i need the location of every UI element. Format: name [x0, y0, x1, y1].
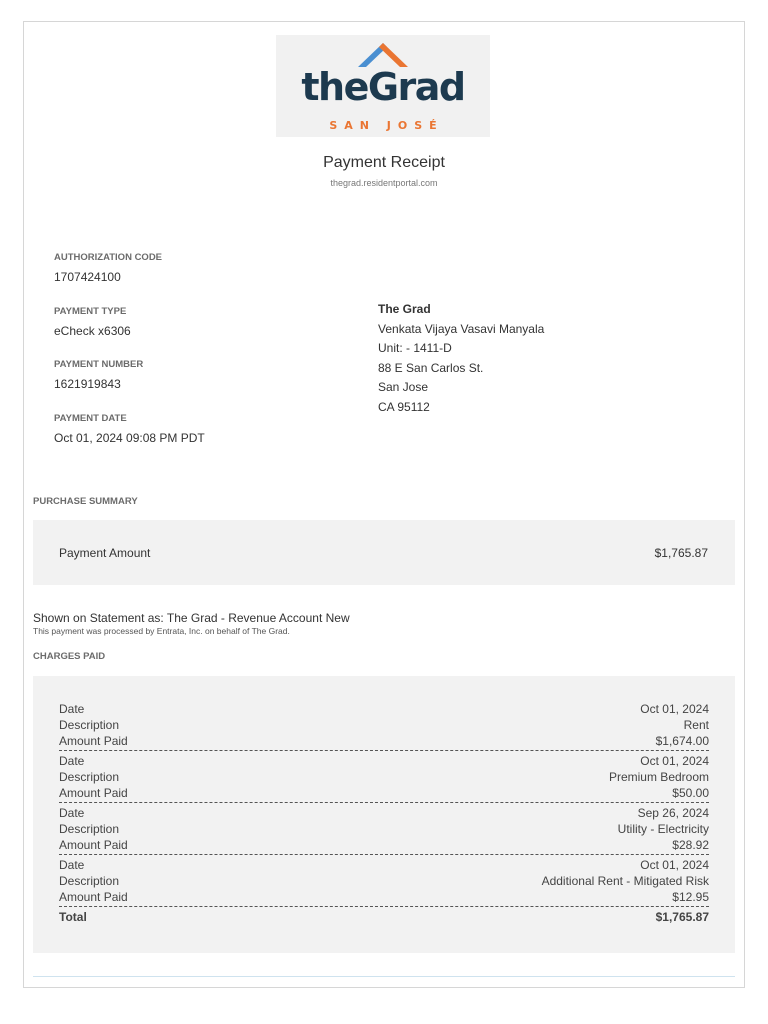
charge-amount-label: Amount Paid [59, 786, 128, 800]
charge-date-label: Date [59, 858, 85, 872]
statement-descriptor: Shown on Statement as: The Grad - Revenue Account New [33, 611, 350, 625]
charge-date-label: Date [59, 806, 85, 820]
resident-name: Venkata Vijaya Vasavi Manyala [378, 321, 545, 336]
payment-type-label: PAYMENT TYPE [54, 306, 127, 317]
street-address: 88 E San Carlos St. [378, 360, 484, 375]
charge-date: Sep 26, 2024 [637, 806, 709, 820]
payment-date-field [54, 413, 205, 445]
payment-amount-value: $1,765.87 [654, 546, 708, 560]
city: San Jose [378, 380, 429, 394]
total-label: Total [59, 910, 87, 924]
payment-date-value: Oct 01, 2024 09:08 PM PDT [54, 431, 205, 445]
charges-paid-label: CHARGES PAID [33, 651, 106, 662]
payment-type-value: eCheck x6306 [54, 324, 131, 338]
charge-amount-label: Amount Paid [59, 734, 128, 748]
payment-number-value: 1621919843 [54, 377, 121, 391]
authorization-code-value: 1707424100 [54, 270, 121, 284]
charges-total-row [59, 909, 709, 925]
page-title: Payment Receipt [323, 154, 445, 171]
charge-description-label: Description [59, 874, 120, 888]
charge-date: Oct 01, 2024 [640, 754, 709, 768]
charge-date: Oct 01, 2024 [640, 858, 709, 872]
state-zip: CA 95112 [378, 399, 430, 414]
charge-item [59, 753, 709, 803]
footer-divider [33, 976, 735, 977]
authorization-code-label: AUTHORIZATION CODE [54, 252, 163, 263]
unit-number: Unit: - 1411-D [378, 341, 452, 355]
charge-description-label: Description [59, 770, 120, 784]
charge-item [59, 805, 709, 855]
charge-description: Rent [683, 718, 709, 732]
charge-description: Additional Rent - Mitigated Risk [541, 874, 709, 888]
charge-description: Utility - Electricity [617, 822, 709, 836]
payment-amount-label: Payment Amount [59, 546, 151, 560]
charge-date: Oct 01, 2024 [640, 702, 709, 716]
charge-description: Premium Bedroom [608, 770, 709, 784]
charge-item [59, 857, 709, 907]
authorization-code-field [54, 252, 162, 284]
charge-description-label: Description [59, 822, 120, 836]
total-value: $1,765.87 [655, 910, 709, 924]
logo-location: SAN JOSÉ [329, 119, 444, 132]
charge-description-label: Description [59, 718, 120, 732]
charges-paid-box [33, 676, 735, 953]
charge-amount-label: Amount Paid [59, 838, 128, 852]
processor-note: This payment was processed by Entrata, Inc. on behalf of The Grad. [33, 626, 290, 636]
roof-icon [354, 41, 412, 67]
charge-date-label: Date [59, 702, 85, 716]
purchase-summary-label: PURCHASE SUMMARY [33, 496, 138, 507]
charge-item [59, 701, 709, 751]
charge-amount: $28.92 [672, 838, 709, 852]
charge-amount: $1,674.00 [655, 734, 709, 748]
charge-amount: $50.00 [672, 786, 709, 800]
portal-url: thegrad.residentportal.com [330, 178, 438, 188]
charge-amount-label: Amount Paid [59, 890, 128, 904]
payment-date-label: PAYMENT DATE [54, 413, 127, 424]
payment-number-label: PAYMENT NUMBER [54, 359, 144, 370]
purchase-summary-box [33, 520, 735, 585]
property-name: The Grad [378, 302, 431, 316]
resident-address [378, 300, 544, 417]
logo-wordmark: theGrad [301, 65, 465, 109]
charge-amount: $12.95 [672, 890, 709, 904]
thegrad-logo [276, 35, 490, 137]
charge-date-label: Date [59, 754, 85, 768]
payment-type-field [54, 306, 131, 338]
payment-number-field [54, 359, 143, 391]
